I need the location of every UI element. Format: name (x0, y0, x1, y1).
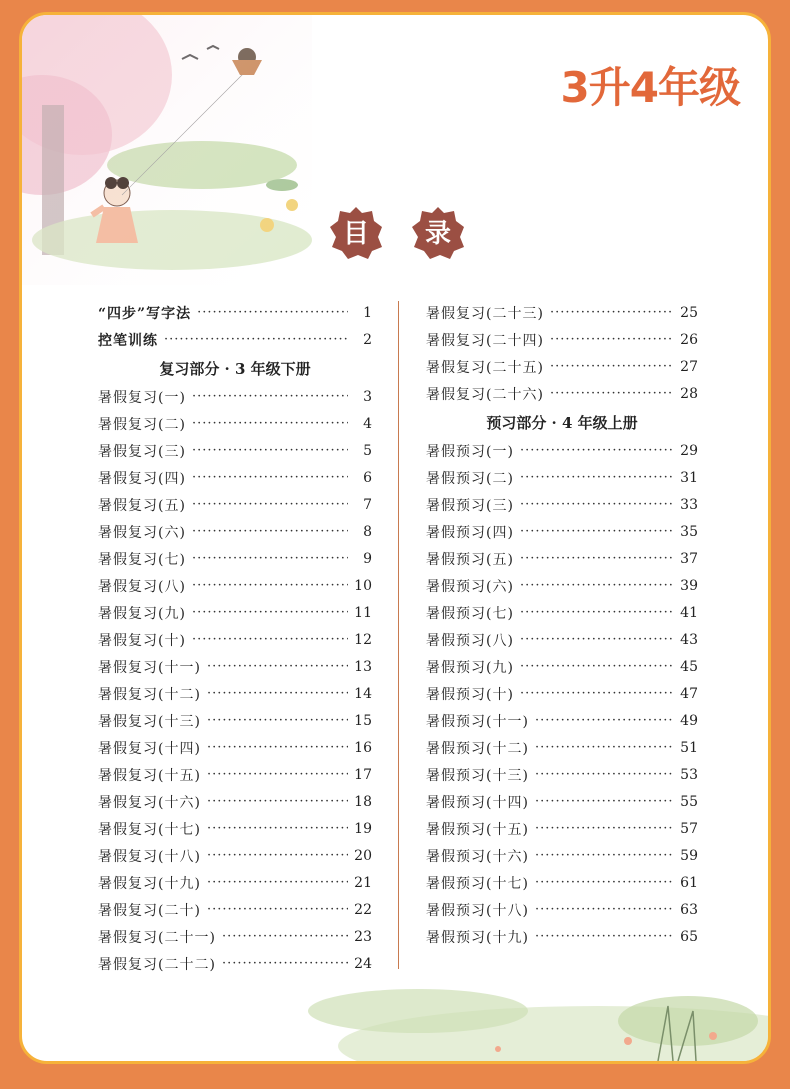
toc-leader-dots (520, 578, 674, 593)
toc-leader-dots (520, 443, 674, 458)
toc-entry[interactable] (98, 518, 372, 545)
toc-entry-label: 暑假预习(一) (426, 443, 514, 460)
toc-entry-label: 暑假预习(十四) (426, 794, 529, 811)
toc-entry-label: 暑假预习(十) (426, 686, 514, 703)
toc-entry[interactable] (98, 545, 372, 572)
toc-leader-dots (535, 740, 674, 755)
toc-entry-page: 16 (354, 739, 372, 756)
toc-leader-dots (192, 389, 348, 404)
toc-entry-page: 3 (363, 388, 372, 405)
toc-entry-label: 暑假复习(十四) (98, 740, 201, 757)
toc-entry-label: 暑假预习(七) (426, 605, 514, 622)
toc-leader-dots (535, 929, 674, 944)
toc-entry-page: 59 (680, 847, 698, 864)
toc-entry-label: 暑假复习(二十六) (426, 386, 544, 403)
toc-entry[interactable] (98, 653, 372, 680)
grade-label: 3升4年级 (560, 63, 740, 112)
toc-entry-page: 31 (680, 469, 698, 486)
toc-entry-page: 10 (354, 577, 372, 594)
toc-entry-label: 控笔训练 (98, 332, 158, 349)
toc-entry[interactable] (426, 626, 698, 653)
toc-entry-page: 45 (680, 658, 698, 675)
toc-entry-label: 暑假复习(四) (98, 470, 186, 487)
toc-entry-label: 暑假预习(十一) (426, 713, 529, 730)
toc-entry-label: 暑假复习(十五) (98, 767, 201, 784)
toc-leader-dots (535, 821, 674, 836)
toc-leader-dots (207, 848, 348, 863)
toc-entry[interactable] (426, 707, 698, 734)
toc-leader-dots (207, 875, 348, 890)
toc-entry[interactable] (426, 815, 698, 842)
toc-entry-page: 63 (680, 901, 698, 918)
toc-entry[interactable] (98, 599, 372, 626)
toc-entry-page: 53 (680, 766, 698, 783)
toc-entry[interactable] (426, 464, 698, 491)
toc-entry[interactable] (98, 842, 372, 869)
toc-entry[interactable] (98, 896, 372, 923)
toc-leader-dots (192, 443, 348, 458)
toc-entry-label: 暑假复习(二十一) (98, 929, 216, 946)
toc-entry-label: 暑假复习(七) (98, 551, 186, 568)
toc-leader-dots (520, 551, 674, 566)
toc-entry[interactable] (98, 383, 372, 410)
toc-entry[interactable] (426, 788, 698, 815)
toc-entry-page: 35 (680, 523, 698, 540)
toc-leader-dots (192, 551, 348, 566)
toc-leader-dots (520, 497, 674, 512)
toc-entry-label: 暑假复习(二十) (98, 902, 201, 919)
toc-leader-dots (535, 902, 674, 917)
toc-entry-page: 29 (680, 442, 698, 459)
toc-entry-page: 37 (680, 550, 698, 567)
toc-entry[interactable] (426, 380, 698, 407)
toc-entry[interactable] (426, 653, 698, 680)
toc-entry[interactable] (426, 326, 698, 353)
toc-entry[interactable] (98, 761, 372, 788)
toc-leader-dots (550, 359, 674, 374)
toc-entry-label: 暑假复习(二十二) (98, 956, 216, 973)
toc-entry-page: 2 (363, 331, 372, 348)
toc-entry-label: 暑假复习(十六) (98, 794, 201, 811)
toc-entry-label: 暑假复习(一) (98, 389, 186, 406)
toc-entry-page: 28 (680, 385, 698, 402)
toc-leader-dots (207, 794, 348, 809)
toc-leader-dots (520, 470, 674, 485)
toc-entry-label: 暑假预习(六) (426, 578, 514, 595)
toc-leader-dots (207, 659, 348, 674)
toc-entry[interactable] (426, 896, 698, 923)
toc-leader-dots (192, 524, 348, 539)
toc-entry-label: 暑假预习(九) (426, 659, 514, 676)
toc-entry-label: 暑假复习(十) (98, 632, 186, 649)
toc-entry[interactable] (98, 326, 372, 353)
toc-entry-label: 暑假预习(十九) (426, 929, 529, 946)
toc-entry-page: 47 (680, 685, 698, 702)
toc-entry-page: 13 (354, 658, 372, 675)
toc-right-column (426, 299, 698, 950)
toc-entry-page: 25 (680, 304, 698, 321)
toc-entry-label: 暑假预习(八) (426, 632, 514, 649)
toc-entry-label: 暑假复习(三) (98, 443, 186, 460)
toc-entry[interactable] (426, 869, 698, 896)
toc-entry-label: 暑假复习(八) (98, 578, 186, 595)
toc-entry-page: 4 (363, 415, 372, 432)
toc-entry-label: 暑假复习(十八) (98, 848, 201, 865)
toc-page (19, 12, 771, 1064)
toc-leader-dots (535, 875, 674, 890)
toc-entry-label: 暑假复习(十三) (98, 713, 201, 730)
toc-leader-dots (535, 794, 674, 809)
toc-leader-dots (520, 632, 674, 647)
toc-entry-page: 9 (363, 550, 372, 567)
toc-leader-dots (192, 416, 348, 431)
toc-leader-dots (520, 524, 674, 539)
toc-entry[interactable] (426, 437, 698, 464)
toc-leader-dots (192, 632, 348, 647)
toc-entry[interactable] (426, 545, 698, 572)
toc-entry[interactable] (98, 299, 372, 326)
toc-leader-dots (520, 605, 674, 620)
toc-entry[interactable] (426, 761, 698, 788)
toc-left-column (98, 299, 372, 977)
toc-entry-page: 65 (680, 928, 698, 945)
toc-heading-char-1: 目 (342, 219, 370, 249)
toc-entry-label: 暑假复习(十九) (98, 875, 201, 892)
toc-leader-dots (192, 605, 348, 620)
toc-entry-page: 24 (354, 955, 372, 972)
toc-entry[interactable] (98, 491, 372, 518)
toc-entry-page: 23 (354, 928, 372, 945)
toc-entry-label: 暑假复习(十二) (98, 686, 201, 703)
toc-leader-dots (535, 767, 674, 782)
toc-leader-dots (192, 470, 348, 485)
section-heading: 预习部分 · 4 年级上册 (486, 413, 638, 432)
toc-entry-page: 27 (680, 358, 698, 375)
toc-entry-page: 55 (680, 793, 698, 810)
toc-entry-page: 21 (354, 874, 372, 891)
toc-entry-page: 17 (354, 766, 372, 783)
toc-leader-dots (550, 332, 674, 347)
toc-entry-label: 暑假预习(四) (426, 524, 514, 541)
toc-entry[interactable] (426, 572, 698, 599)
toc-leader-dots (550, 305, 674, 320)
toc-entry-page: 8 (363, 523, 372, 540)
toc-entry-page: 57 (680, 820, 698, 837)
toc-leader-dots (520, 659, 674, 674)
toc-entry-label: 暑假预习(三) (426, 497, 514, 514)
toc-entry-page: 43 (680, 631, 698, 648)
toc-entry-label: 暑假预习(十八) (426, 902, 529, 919)
toc-entry-label: 暑假复习(六) (98, 524, 186, 541)
toc-entry-label: 暑假复习(九) (98, 605, 186, 622)
toc-entry-label: 暑假预习(五) (426, 551, 514, 568)
toc-entry[interactable] (426, 680, 698, 707)
toc-entry[interactable] (426, 299, 698, 326)
toc-entry-label: 暑假预习(十二) (426, 740, 529, 757)
toc-leader-dots (520, 686, 674, 701)
toc-entry[interactable] (426, 491, 698, 518)
toc-entry[interactable] (98, 464, 372, 491)
toc-entry[interactable] (98, 815, 372, 842)
toc-entry-label: “四步”写字法 (98, 305, 192, 322)
toc-leader-dots (164, 332, 348, 347)
toc-entry[interactable] (426, 923, 698, 950)
toc-leader-dots (207, 740, 348, 755)
toc-heading-char-2: 录 (424, 219, 452, 249)
toc-entry[interactable] (426, 734, 698, 761)
toc-leader-dots (222, 929, 348, 944)
cherry-tree-illustration (22, 15, 312, 285)
toc-entry[interactable] (426, 353, 698, 380)
toc-entry-label: 暑假复习(五) (98, 497, 186, 514)
toc-entry-page: 22 (354, 901, 372, 918)
toc-entry[interactable] (426, 842, 698, 869)
toc-entry-label: 暑假预习(十六) (426, 848, 529, 865)
toc-entry-page: 6 (363, 469, 372, 486)
toc-entry-label: 暑假复习(二十四) (426, 332, 544, 349)
toc-leader-dots (207, 902, 348, 917)
toc-entry[interactable] (98, 869, 372, 896)
toc-entry-page: 49 (680, 712, 698, 729)
toc-entry-page: 15 (354, 712, 372, 729)
toc-entry[interactable] (426, 518, 698, 545)
toc-entry[interactable] (98, 437, 372, 464)
toc-entry-label: 暑假复习(十一) (98, 659, 201, 676)
toc-entry-label: 暑假预习(十七) (426, 875, 529, 892)
toc-entry-page: 51 (680, 739, 698, 756)
toc-entry-label: 暑假复习(二十三) (426, 305, 544, 322)
toc-entry-page: 12 (354, 631, 372, 648)
toc-entry-page: 33 (680, 496, 698, 513)
toc-entry[interactable] (98, 734, 372, 761)
section-heading: 复习部分 · 3 年级下册 (159, 359, 311, 378)
toc-entry-page: 19 (354, 820, 372, 837)
column-divider (398, 301, 399, 969)
toc-entry-page: 20 (354, 847, 372, 864)
toc-leader-dots (207, 821, 348, 836)
toc-entry[interactable] (98, 923, 372, 950)
toc-entry-page: 7 (363, 496, 372, 513)
toc-entry-label: 暑假复习(二十五) (426, 359, 544, 376)
toc-leader-dots (192, 497, 348, 512)
toc-entry-label: 暑假预习(十三) (426, 767, 529, 784)
toc-leader-dots (207, 767, 348, 782)
toc-leader-dots (197, 305, 348, 320)
toc-heading-badge (328, 205, 384, 261)
toc-entry-page: 1 (363, 304, 372, 321)
toc-entry-page: 11 (354, 604, 372, 621)
toc-entry-label: 暑假复习(十七) (98, 821, 201, 838)
toc-entry-page: 18 (354, 793, 372, 810)
toc-entry-page: 14 (354, 685, 372, 702)
toc-entry[interactable] (98, 572, 372, 599)
toc-entry-page: 39 (680, 577, 698, 594)
toc-entry-page: 61 (680, 874, 698, 891)
toc-leader-dots (192, 578, 348, 593)
toc-entry-label: 暑假预习(二) (426, 470, 514, 487)
toc-entry[interactable] (98, 788, 372, 815)
toc-entry-label: 暑假复习(二) (98, 416, 186, 433)
toc-entry[interactable] (426, 599, 698, 626)
toc-leader-dots (535, 848, 674, 863)
toc-entry[interactable] (98, 410, 372, 437)
landscape-illustration (298, 951, 768, 1061)
toc-leader-dots (535, 713, 674, 728)
toc-entry[interactable] (98, 707, 372, 734)
toc-leader-dots (550, 386, 674, 401)
toc-heading (328, 205, 466, 261)
toc-entry[interactable] (98, 626, 372, 653)
toc-heading-badge (410, 205, 466, 261)
toc-entry-page: 41 (680, 604, 698, 621)
toc-entry[interactable] (98, 680, 372, 707)
toc-leader-dots (207, 686, 348, 701)
toc-entry-page: 5 (363, 442, 372, 459)
toc-entry-label: 暑假预习(十五) (426, 821, 529, 838)
toc-entry-page: 26 (680, 331, 698, 348)
toc-leader-dots (207, 713, 348, 728)
